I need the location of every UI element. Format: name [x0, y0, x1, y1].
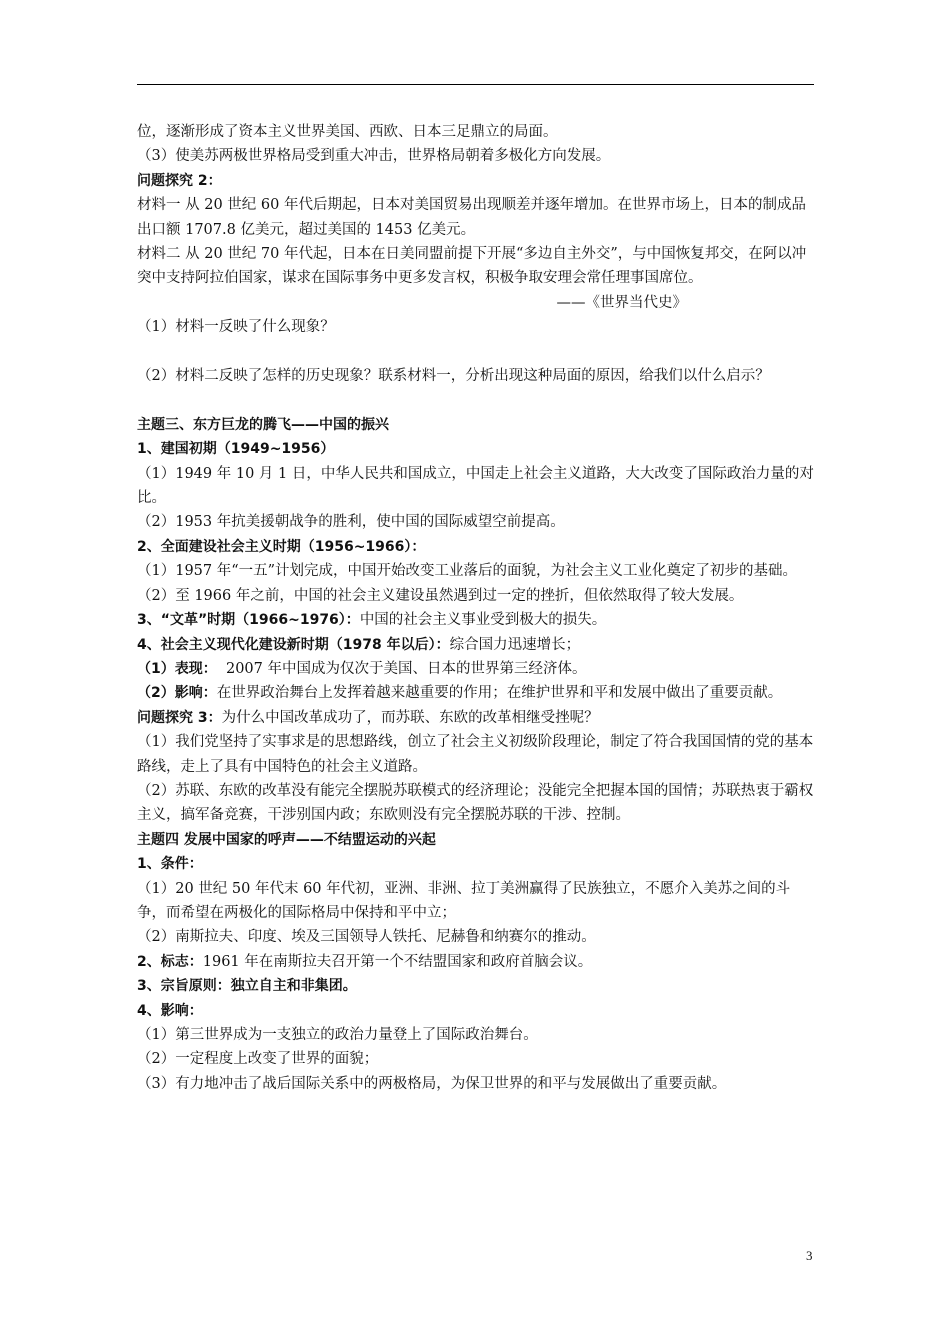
paragraph	[137, 706, 817, 730]
label: （2）影响：	[137, 685, 217, 702]
paragraph: （1）第三世界成为一支独立的政治力量登上了国际政治舞台。	[137, 1027, 538, 1043]
sub-heading: 1、建国初期（1949~1956）	[137, 441, 335, 458]
paragraph: （3）使美苏两极世界格局受到重大冲击，世界格局朝着多极化方向发展。	[137, 148, 611, 165]
section-heading: 问题探究 2：	[137, 172, 222, 189]
paragraph	[137, 608, 817, 632]
paragraph: （2）一定程度上改变了世界的面貌；	[137, 1051, 379, 1068]
text: 2007 年中国成为仅次于美国、日本的世界第三经济体。	[216, 660, 587, 677]
paragraph	[137, 681, 817, 705]
source-citation: ——《世界当代史》	[556, 294, 687, 311]
sub-heading: 1、条件：	[137, 856, 203, 873]
paragraph	[137, 950, 817, 974]
paragraph: （2）1953 年抗美援朝战争的胜利，使中国的国际威望空前提高。	[137, 514, 565, 531]
paragraph	[137, 633, 817, 657]
text: 在世界政治舞台上发挥着越来越重要的作用；在维护世界和平和发展中做出了重要贡献。	[216, 685, 783, 702]
text: 综合国力迅速增长；	[449, 636, 581, 653]
text: 为什么中国改革成功了，而苏联、东欧的改革相继受挫呢？	[221, 709, 599, 726]
text: 中国的社会主义事业受到极大的损失。	[359, 612, 607, 629]
paragraph: 位，逐渐形成了资本主义世界美国、西欧、日本三足鼎立的局面。	[137, 124, 558, 140]
label: 问题探究 3：	[137, 709, 222, 726]
paragraph: （1）1949 年 10 月 1 日，中华人民共和国成立，中国走上社会主义道路，大大改变了国际政治力量的对比。	[137, 465, 814, 507]
answer-space	[137, 388, 817, 412]
sub-heading: 4、影响：	[137, 1002, 203, 1019]
sub-heading: 3、宗旨原则：独立自主和非集团。	[137, 978, 357, 995]
document-body	[137, 120, 817, 1096]
paragraph: （2）南斯拉夫、印度、埃及三国领导人铁托、尼赫鲁和纳赛尔的推动。	[137, 929, 596, 946]
paragraph: （1）1957 年“一五”计划完成，中国开始改变工业落后的面貌，为社会主义工业化奠定了初步的基础。	[137, 563, 798, 580]
material-one: 材料一 从 20 世纪 60 年代后期起，日本对美国贸易出现顺差并逐年增加。在世界市场上，日本的制成品出口额 1707.8 亿美元，超过美国的 1453 亿美元。	[137, 197, 806, 238]
sub-heading: 2、全面建设社会主义时期（1956~1966）：	[137, 538, 426, 555]
material-two: 材料二 从 20 世纪 70 年代起，日本在日美同盟前提下开展“多边自主外交”，与中国恢复邦交，在阿以冲突中支持阿拉伯国家，谋求在国际事务中更多发言权，积极争取安理会常任理事国席位。	[137, 246, 807, 287]
topic-heading: 主题四 发展中国家的呼声——不结盟运动的兴起	[137, 831, 436, 848]
sub-heading: 3、“文革”时期（1966~1976）：	[137, 612, 360, 629]
page-number: 3	[806, 1248, 813, 1263]
sub-heading: 4、社会主义现代化建设新时期（1978 年以后）：	[137, 636, 450, 653]
paragraph: （1）我们党坚持了实事求是的思想路线，创立了社会主义初级阶段理论，制定了符合我国国情的党的基本路线，走上了具有中国特色的社会主义道路。	[137, 734, 814, 775]
paragraph: （1）20 世纪 50 年代末 60 年代初，亚洲、非洲、拉丁美洲赢得了民族独立，不愿介入美苏之间的斗争，而希望在两极化的国际格局中保持和平中立；	[137, 880, 791, 921]
topic-heading: 主题三、东方巨龙的腾飞——中国的振兴	[137, 416, 389, 433]
text: 1961 年在南斯拉夫召开第一个不结盟国家和政府首脑会议。	[202, 953, 593, 970]
label: 2、标志：	[137, 953, 203, 970]
header-rule	[137, 84, 814, 85]
question: （1）材料一反映了什么现象？	[137, 319, 335, 336]
paragraph	[137, 657, 817, 681]
paragraph: （2）苏联、东欧的改革没有能完全摆脱苏联模式的经济理论；没能完全把握本国的国情；苏联热衷于霸权主义，搞军备竞赛，干涉别国内政；东欧则没有完全摆脱苏联的干涉、控制。	[137, 782, 814, 824]
label: （1）表现：	[137, 660, 217, 677]
paragraph: （3）有力地冲击了战后国际关系中的两极格局，为保卫世界的和平与发展做出了重要贡献。	[137, 1075, 727, 1092]
question: （2）材料二反映了怎样的历史现象？联系材料一，分析出现这种局面的原因，给我们以什么启示？	[137, 368, 770, 385]
answer-space	[137, 340, 817, 364]
paragraph: （2）至 1966 年之前，中国的社会主义建设虽然遇到过一定的挫折，但依然取得了较大发展。	[137, 587, 744, 604]
